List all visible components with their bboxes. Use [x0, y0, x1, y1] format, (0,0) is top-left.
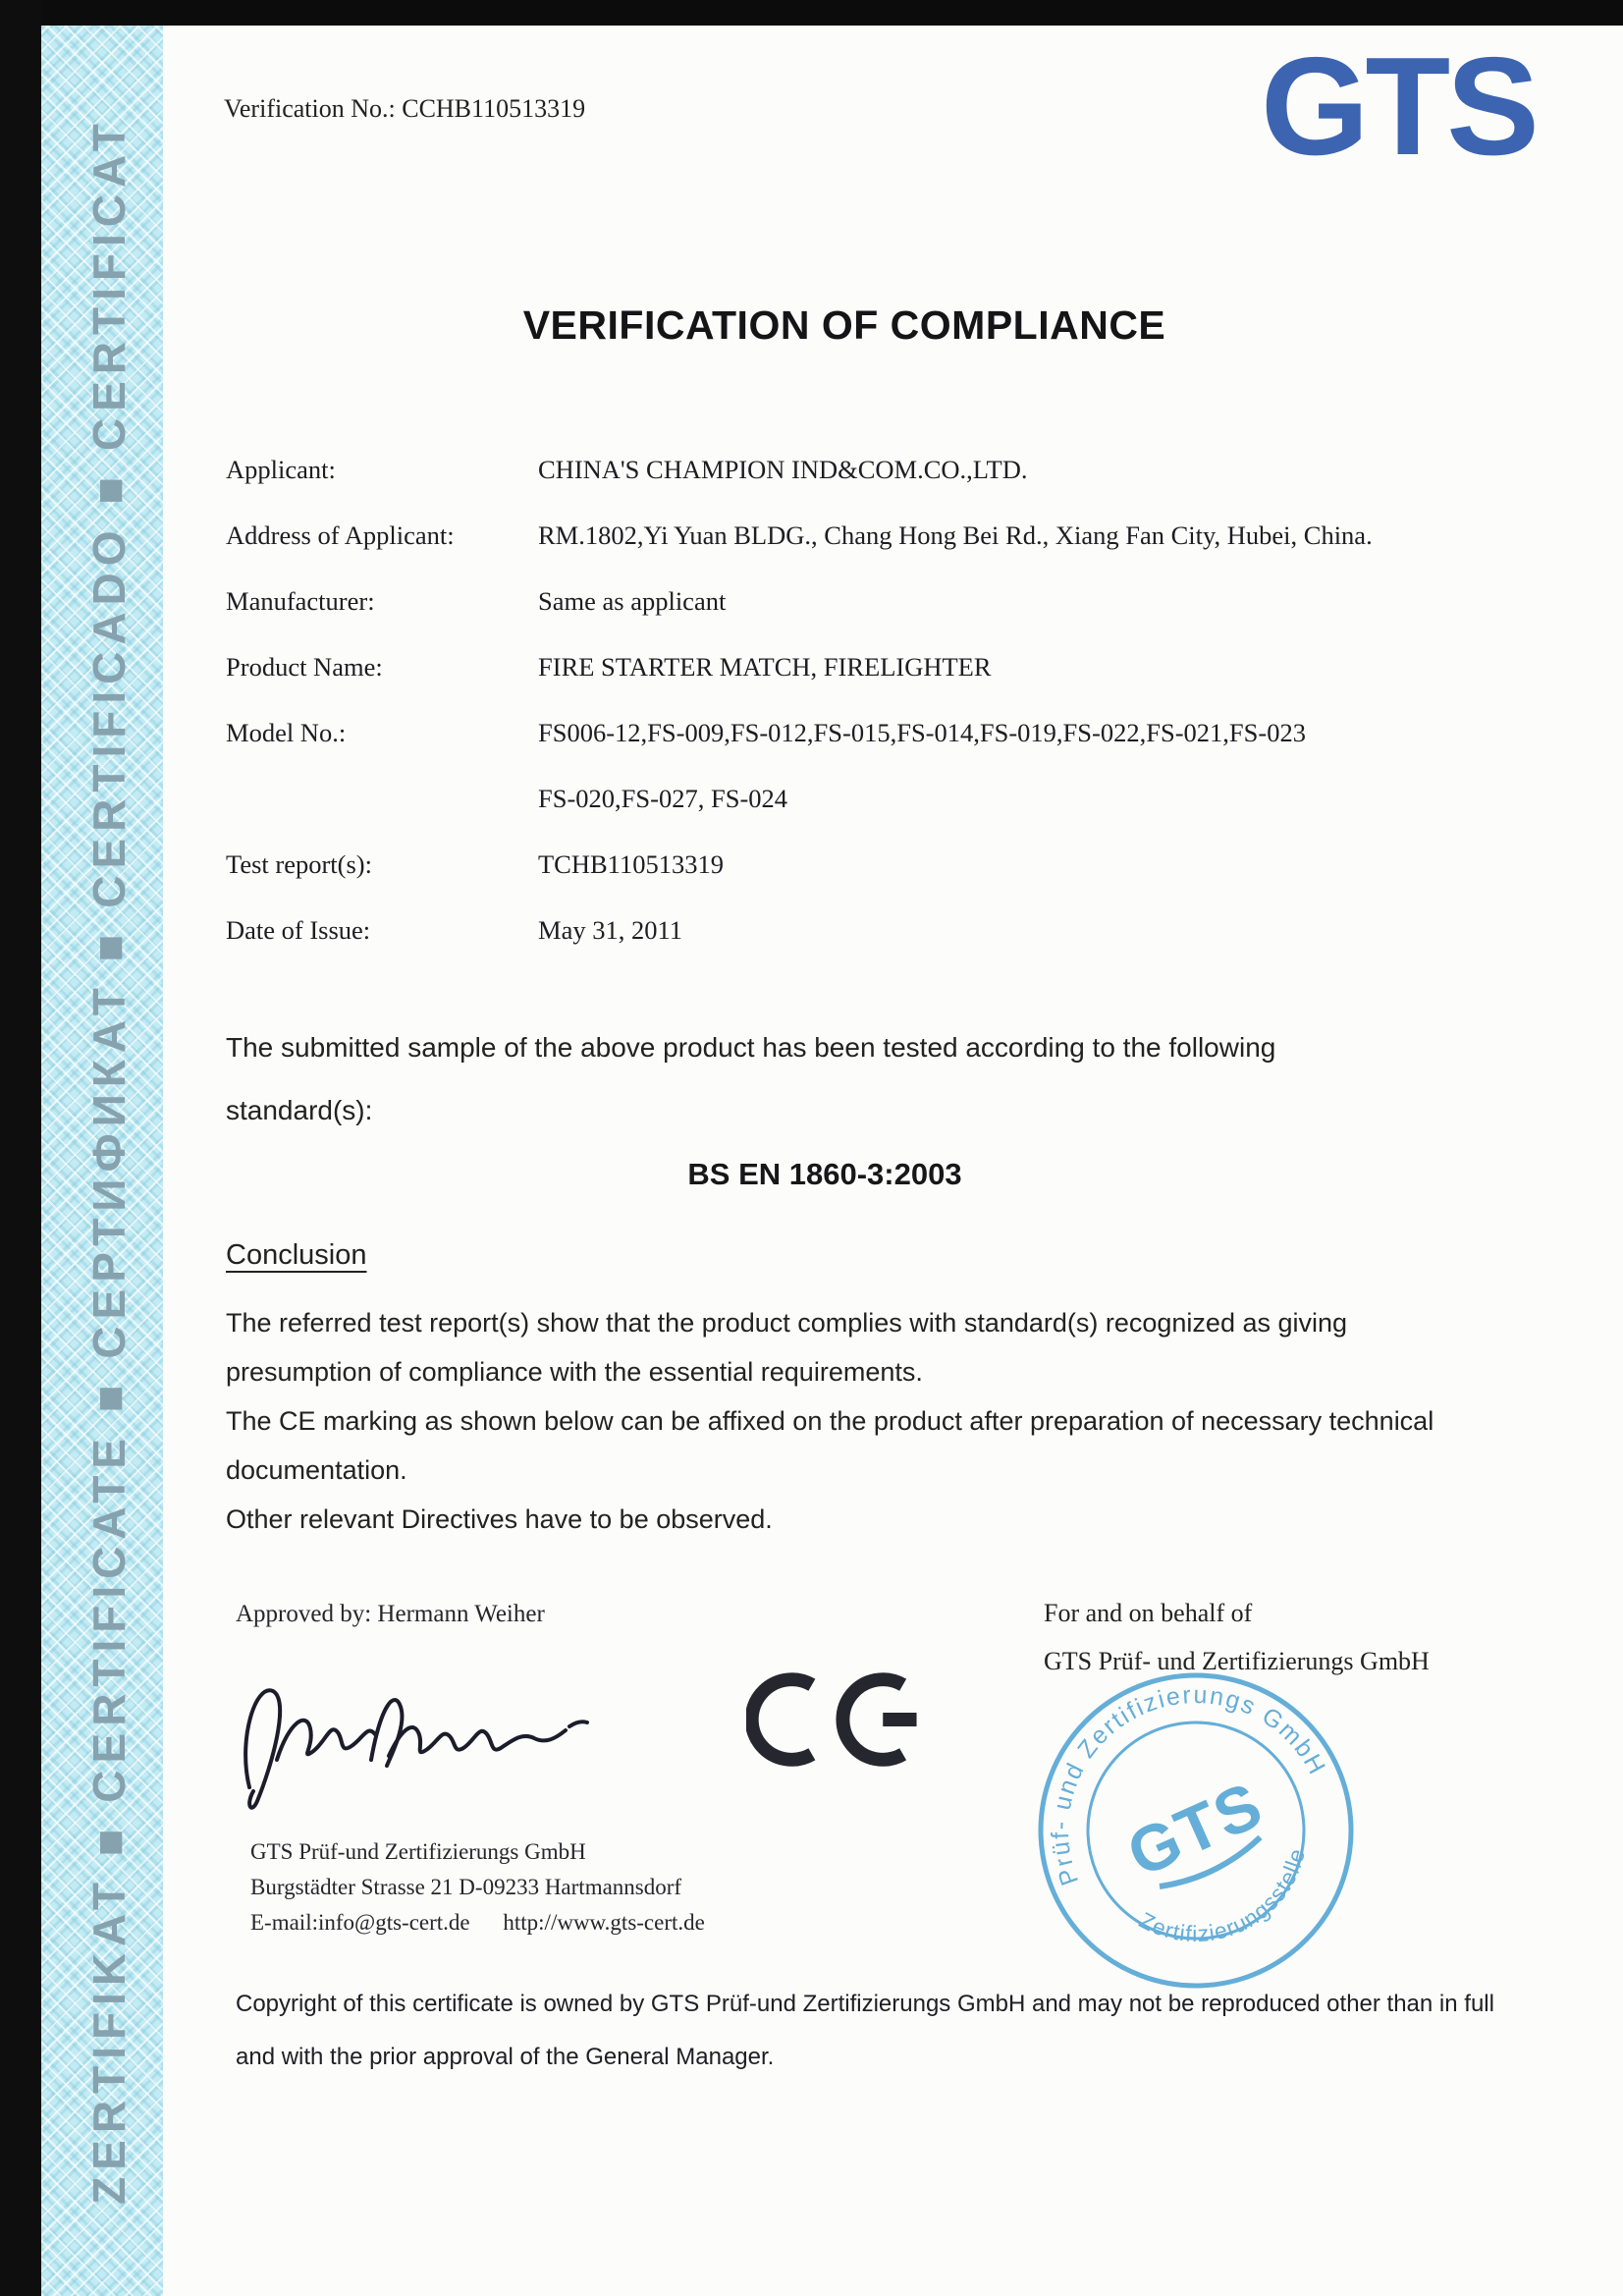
signature-handwriting — [216, 1662, 599, 1829]
field-value: May 31, 2011 — [538, 915, 682, 945]
issuer-company: GTS Prüf-und Zertifizierungs GmbH — [250, 1839, 586, 1864]
field-label: Model No.: — [226, 718, 347, 747]
field-row-applicant — [226, 437, 1483, 503]
field-label: Product Name: — [226, 652, 383, 682]
field-label: Address of Applicant: — [226, 520, 455, 550]
field-row-date-of-issue — [226, 898, 1483, 963]
issuer-email: E-mail:info@gts-cert.de — [250, 1910, 470, 1935]
field-value: Same as applicant — [538, 586, 727, 616]
behalf-line-2: GTS Prüf- und Zertifizierungs GmbH — [1044, 1647, 1430, 1675]
field-value: TCHB110513319 — [538, 849, 724, 879]
field-row-model-no — [226, 700, 1483, 832]
model-line-2: FS-020,FS-027, FS-024 — [538, 784, 788, 813]
standards-intro: The submitted sample of the above product has been tested according to the following standard(s): — [226, 1032, 1276, 1125]
field-label: Applicant: — [226, 455, 336, 484]
issuer-address-block — [250, 1834, 732, 1941]
conclusion-paragraph-3: Other relevant Directives have to be observed. — [226, 1504, 773, 1534]
certificate-fields — [226, 437, 1483, 963]
conclusion-paragraph-2: The CE marking as shown below can be affixed on the product after preparation of necessary technical documentation. — [226, 1406, 1434, 1485]
conclusion-body — [226, 1298, 1443, 1544]
conclusion-heading: Conclusion — [226, 1239, 367, 1271]
approved-by-line: Approved by: Hermann Weiher — [236, 1601, 545, 1627]
side-band-text: ZERTIFIKAT ■ CERTIFICATE ■ СЕРТИФИКАТ ■ CERTIFICADO ■ CERTIFICAT — [83, 117, 135, 2205]
field-row-manufacturer — [226, 569, 1483, 634]
certificate-side-band — [41, 26, 163, 2296]
ce-mark — [746, 1669, 938, 1770]
scan-edge-top — [0, 0, 1623, 26]
field-value: CHINA'S CHAMPION IND&COM.CO.,LTD. — [538, 455, 1028, 484]
field-row-test-report — [226, 832, 1483, 898]
ce-letter-c — [752, 1679, 812, 1760]
issuer-address: Burgstädter Strasse 21 D-09233 Hartmannsdorf — [250, 1875, 682, 1899]
gts-logo: GTS — [1261, 28, 1536, 185]
field-row-address — [226, 503, 1483, 569]
standard-name: BS EN 1860-3:2003 — [687, 1157, 962, 1191]
stamp-top-text: Prüf- und Zertifizierungs GmbH — [1046, 1680, 1331, 1889]
field-label: Manufacturer: — [226, 586, 375, 616]
field-value: FIRE STARTER MATCH, FIRELIGHTER — [538, 652, 992, 682]
certificate-title: VERIFICATION OF COMPLIANCE — [522, 302, 1166, 348]
stamp-gts-text: GTS — [1116, 1767, 1273, 1890]
copyright-notice: Copyright of this certificate is owned by GTS Prüf-und Zertifizierungs GmbH and may not be reproduced other than in full and with the prior approval of the General Manager. — [236, 1991, 1494, 2070]
behalf-line-1: For and on behalf of — [1044, 1599, 1253, 1627]
model-line-1: FS006-12,FS-009,FS-012,FS-015,FS-014,FS-019,FS-022,FS-021,FS-023 — [538, 718, 1306, 747]
stamp-bottom-text: Zertifizierungsstelle — [1135, 1845, 1311, 1947]
issuer-website: http://www.gts-cert.de — [503, 1910, 705, 1935]
conclusion-paragraph-1: The referred test report(s) show that the product complies with standard(s) recognized as giving presumption of compliance with the essential requirements. — [226, 1308, 1348, 1387]
field-row-product-name — [226, 634, 1483, 700]
field-value — [538, 700, 1306, 832]
field-label: Date of Issue: — [226, 915, 371, 945]
issuer-contact — [250, 1905, 732, 1941]
field-label: Test report(s): — [226, 849, 372, 879]
verification-number: Verification No.: CCHB110513319 — [224, 94, 586, 123]
scan-edge-left — [0, 0, 41, 2296]
field-value: RM.1802,Yi Yuan BLDG., Chang Hong Bei Rd., Xiang Fan City, Hubei, China. — [538, 520, 1373, 550]
